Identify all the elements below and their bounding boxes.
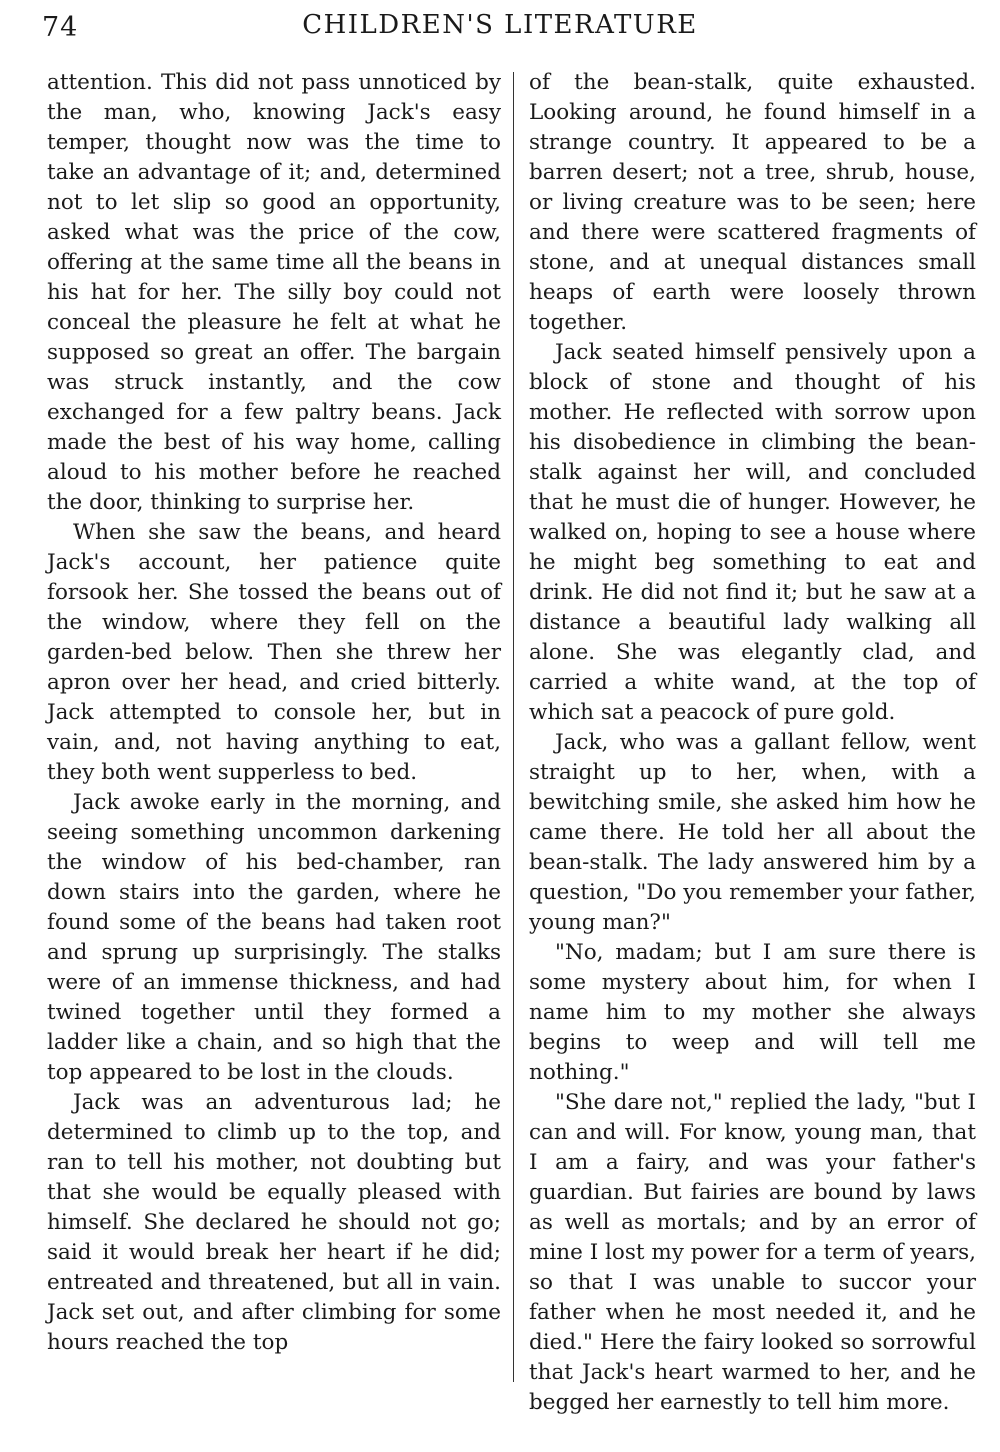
- paragraph: Jack seated himself pensively upon a block of stone and thought of his mother. He reflected with sorrow upon his disobedience in climbing the bean-stalk against her will, and concluded that he must die of hunger. However, he walked on, hoping to see a house where he might beg something to eat and drink. He did not find it; but he saw at a distance a beautiful lady walking all alone. She was elegantly clad, and carried a white wand, at the top of which sat a peacock of pure gold.: [529, 340, 976, 725]
- paragraph: attention. This did not pass unnoticed by the man, who, knowing Jack's easy temper, thought now was the time to take an advantage of it; and, determined not to let slip so good an opportunity, asked what was the price of the cow, offering at the same time all the beans in his hat for her. The silly boy could not conceal the pleasure he felt at what he supposed so great an offer. The bargain was struck instantly, and the cow exchanged for a few paltry beans. Jack made the best of his way home, calling aloud to his mother before he reached the door, thinking to surprise her.: [47, 70, 501, 515]
- left-column: [47, 68, 501, 1358]
- paragraph: of the bean-stalk, quite exhausted. Looking around, he found himself in a strange country. It appeared to be a barren desert; not a tree, shrub, house, or living creature was to be seen; here and there were scattered fragments of stone, and at unequal distances small heaps of earth were loosely thrown together.: [529, 70, 976, 335]
- paragraph: "No, madam; but I am sure there is some mystery about him, for when I name him to my mother she always begins to weep and will tell me nothing.": [529, 940, 976, 1085]
- paragraph: When she saw the beans, and heard Jack's account, her patience quite forsook her. She tossed the beans out of the window, where they fell on the garden-bed below. Then she threw her apron over her head, and cried bitterly. Jack attempted to console her, but in vain, and, not having anything to eat, they both went supperless to bed.: [47, 520, 501, 785]
- running-head: CHILDREN'S LITERATURE: [302, 10, 698, 40]
- page-number: 74: [42, 12, 79, 43]
- paragraph: Jack was an adventurous lad; he determined to climb up to the top, and ran to tell his mother, not doubting but that she would be equally pleased with himself. She declared he should not go; said it would break her heart if he did; entreated and threatened, but all in vain. Jack set out, and after climbing for some hours reached the top: [47, 1090, 501, 1355]
- paragraph: Jack awoke early in the morning, and seeing something uncommon darkening the window of his bed-chamber, ran down stairs into the garden, where he found some of the beans had taken root and sprung up surprisingly. The stalks were of an immense thickness, and had twined together until they formed a ladder like a chain, and so high that the top appeared to be lost in the clouds.: [47, 790, 501, 1085]
- right-column: [529, 68, 976, 1418]
- column-divider: [513, 72, 514, 1382]
- paragraph: Jack, who was a gallant fellow, went straight up to her, when, with a bewitching smile, she asked him how he came there. He told her all about the bean-stalk. The lady answered him by a question, "Do you remember your father, young man?": [529, 730, 976, 935]
- paragraph: "She dare not," replied the lady, "but I can and will. For know, young man, that I am a fairy, and was your father's guardian. But fairies are bound by laws as well as mortals; and by an error of mine I lost my power for a term of years, so that I was unable to succor your father when he most needed it, and he died." Here the fairy looked so sorrowful that Jack's heart warmed to her, and he begged her earnestly to tell him more.: [529, 1090, 976, 1415]
